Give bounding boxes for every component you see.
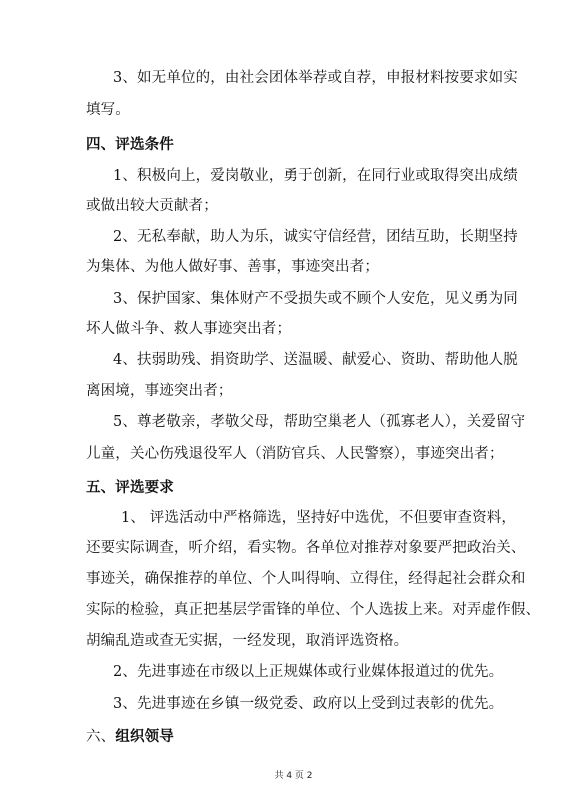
paragraph-line: 1、积极向上，爱岗敬业，勇于创新，在同行业或取得突出成绩: [113, 168, 518, 184]
paragraph-line: 3、先进事迹在乡镇一级党委、政府以上受到过表彰的优先。: [113, 696, 504, 712]
paragraph-line: 儿童，关心伤残退役军人（消防官兵、人民警察），事迹突出者；: [86, 446, 504, 462]
paragraph-line: 为集体、为他人做好事、善事，事迹突出者；: [86, 259, 379, 275]
page-footer: 共 4 页 2: [274, 771, 313, 781]
paragraph-line: 实际的检验，真正把基层学雷锋的单位、个人选拔上来。对弄虚作假、: [86, 602, 541, 618]
paragraph-line: 还要实际调查，听介绍，看实物。各单位对推荐对象要严把政治关、: [86, 540, 526, 556]
paragraph-line: 1、 评选活动中严格筛选，坚持好中选优，不但要审查资料，: [121, 510, 517, 526]
paragraph-line: 3、如无单位的，由社会团体举荐或自荐，申报材料按要求如实: [113, 70, 518, 86]
paragraph-line: 2、无私奉献，助人为乐，诚实守信经营，团结互助，长期坚持: [113, 229, 518, 245]
paragraph-line: 5、尊老敬亲，孝敬父母，帮助空巢老人（孤寡老人），关爱留守: [113, 414, 526, 430]
section-heading: [86, 727, 496, 747]
section-heading: 五、评选要求: [86, 480, 174, 496]
section-number: 六、: [86, 729, 116, 745]
paragraph-line: 或做出较大贡献者；: [86, 198, 218, 214]
section-title: 组织领导: [115, 729, 174, 745]
paragraph-line: 填写。: [86, 102, 130, 118]
paragraph-line: 坏人做斗争、救人事迹突出者；: [86, 321, 292, 337]
paragraph-line: 2、先进事迹在市级以上正规媒体或行业媒体报道过的优先。: [113, 664, 504, 680]
paragraph-line: 4、扶弱助残、捐资助学、送温暖、献爱心、资助、帮助他人脱: [113, 352, 518, 368]
section-heading: 四、评选条件: [86, 137, 174, 153]
paragraph-line: 离困境，事迹突出者；: [86, 383, 233, 399]
paragraph-line: 事迹关，确保推荐的单位、个人叫得响、立得住，经得起社会群众和: [86, 571, 526, 587]
paragraph-line: 3、保护国家、集体财产不受损失或不顾个人安危，见义勇为同: [113, 291, 518, 307]
paragraph-line: 胡编乱造或查无实据，一经发现，取消评选资格。: [86, 633, 409, 649]
